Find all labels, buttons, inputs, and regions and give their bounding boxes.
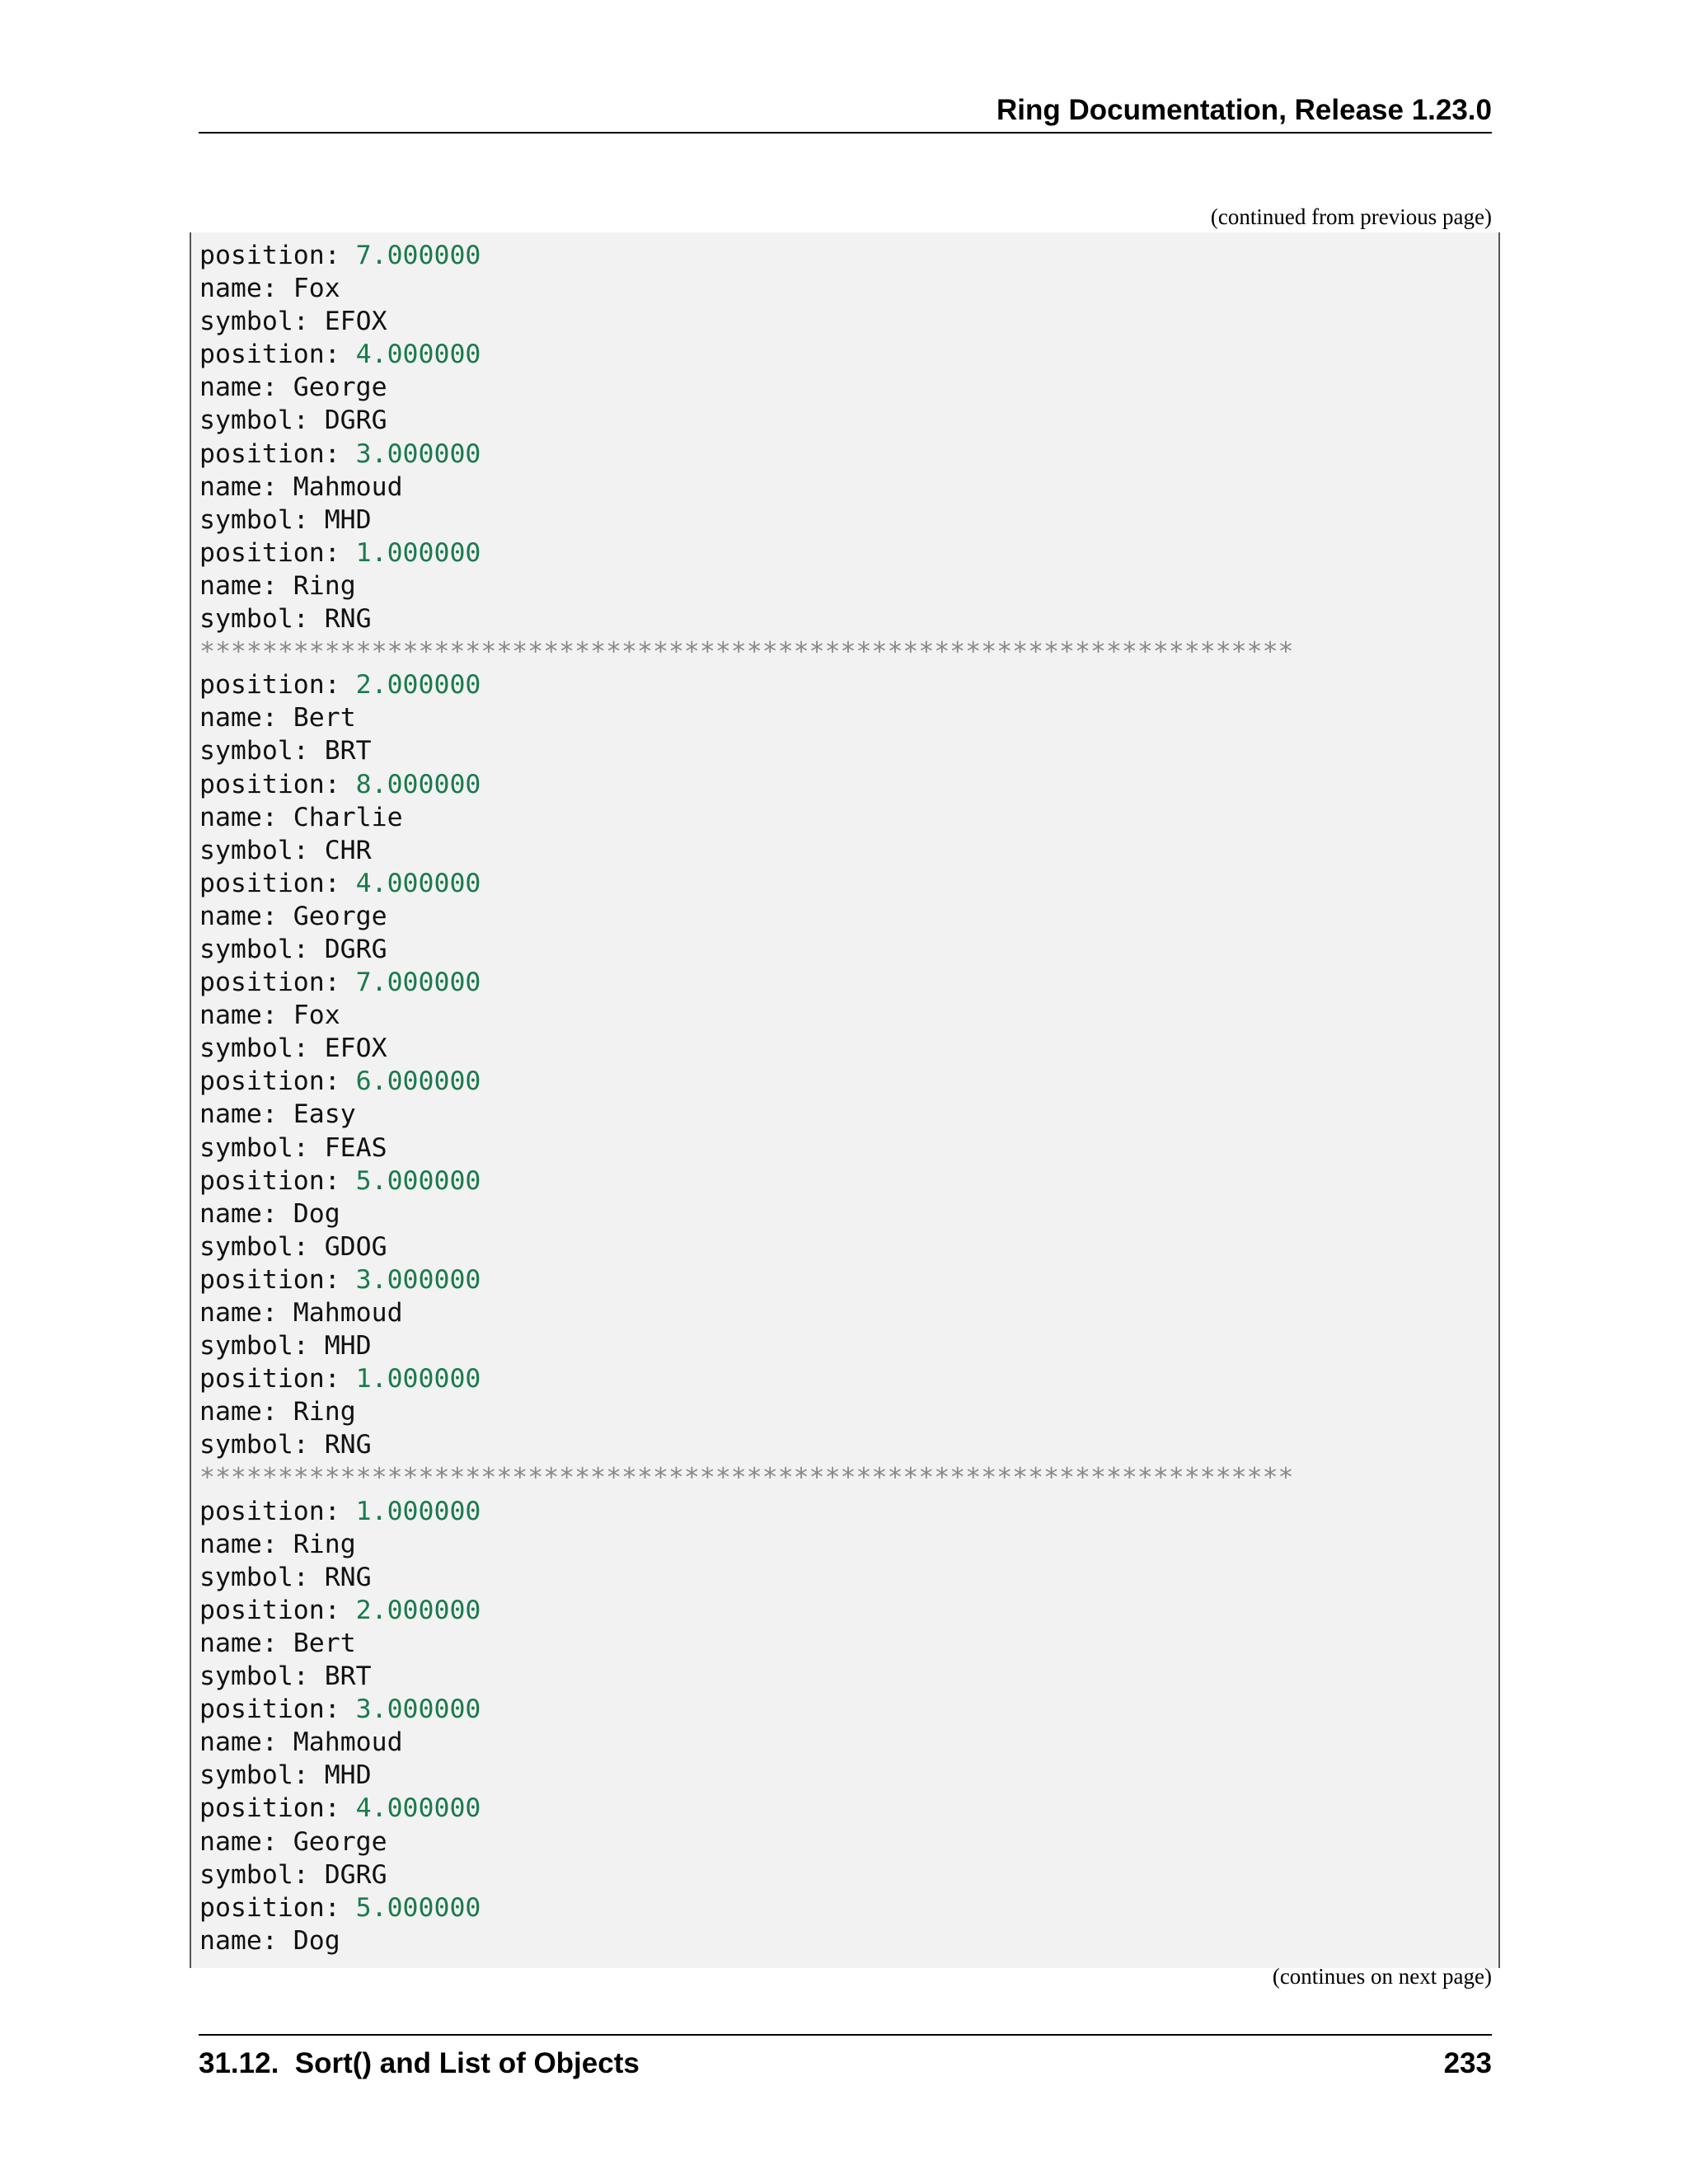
code-key: symbol: bbox=[199, 504, 325, 535]
code-key: position: bbox=[199, 1264, 356, 1295]
separator-line bbox=[199, 1461, 1294, 1494]
code-key: symbol: bbox=[199, 307, 325, 337]
separator-text: ********************************************************************** bbox=[199, 1463, 1294, 1493]
code-line bbox=[199, 1329, 1294, 1362]
code-line bbox=[199, 1693, 1294, 1726]
code-number-value: 4.000000 bbox=[355, 1793, 481, 1824]
code-line bbox=[199, 438, 1294, 471]
code-line bbox=[199, 471, 1294, 504]
code-text-value: MHD bbox=[324, 504, 372, 535]
code-line bbox=[199, 834, 1294, 867]
code-key: name: bbox=[199, 373, 293, 403]
code-key: position: bbox=[199, 670, 356, 701]
code-key: position: bbox=[199, 1694, 356, 1725]
code-number-value: 4.000000 bbox=[355, 868, 481, 898]
code-key: position: bbox=[199, 769, 356, 799]
code-key: position: bbox=[199, 438, 356, 469]
code-key: symbol: bbox=[199, 405, 325, 436]
code-line bbox=[199, 404, 1294, 437]
code-line bbox=[199, 867, 1294, 900]
continued-from-note: (continued from previous page) bbox=[1210, 204, 1492, 229]
code-text-value: Mahmoud bbox=[293, 471, 403, 502]
code-key: name: bbox=[199, 1099, 293, 1130]
code-key: name: bbox=[199, 274, 293, 304]
code-text-value: Fox bbox=[293, 1001, 340, 1031]
code-key: symbol: bbox=[199, 1760, 325, 1791]
code-key: position: bbox=[199, 968, 356, 998]
code-line bbox=[199, 1660, 1294, 1693]
code-line bbox=[199, 1891, 1294, 1924]
code-text-value: Bert bbox=[293, 703, 356, 733]
code-line bbox=[199, 1132, 1294, 1165]
code-key: name: bbox=[199, 471, 293, 502]
code-line bbox=[199, 768, 1294, 801]
code-line bbox=[199, 305, 1294, 338]
page-number: 233 bbox=[1443, 2047, 1492, 2079]
code-line bbox=[199, 1726, 1294, 1759]
code-line bbox=[199, 900, 1294, 933]
code-line bbox=[199, 272, 1294, 305]
code-text-value: George bbox=[293, 901, 387, 931]
code-key: symbol: bbox=[199, 1562, 325, 1592]
code-line bbox=[199, 1561, 1294, 1594]
code-number-value: 2.000000 bbox=[355, 670, 481, 701]
code-line bbox=[199, 1924, 1294, 1957]
code-key: symbol: bbox=[199, 1859, 325, 1890]
code-number-value: 8.000000 bbox=[355, 769, 481, 799]
code-line bbox=[199, 1395, 1294, 1428]
code-line bbox=[199, 1362, 1294, 1395]
code-line bbox=[199, 569, 1294, 602]
code-key: name: bbox=[199, 570, 293, 601]
code-block bbox=[190, 232, 1500, 1968]
code-line bbox=[199, 338, 1294, 371]
separator-line bbox=[199, 635, 1294, 668]
code-text-value: MHD bbox=[324, 1331, 372, 1361]
code-line bbox=[199, 1098, 1294, 1131]
code-text-value: Ring bbox=[293, 1397, 356, 1427]
code-line bbox=[199, 1065, 1294, 1098]
code-text-value: MHD bbox=[324, 1760, 372, 1791]
code-line bbox=[199, 1528, 1294, 1561]
code-number-value: 1.000000 bbox=[355, 1496, 481, 1526]
code-text-value: EFOX bbox=[324, 307, 387, 337]
code-number-value: 3.000000 bbox=[355, 438, 481, 469]
code-text-value: BRT bbox=[324, 1661, 372, 1692]
code-line bbox=[199, 537, 1294, 569]
code-line bbox=[199, 701, 1294, 734]
code-line bbox=[199, 1032, 1294, 1065]
code-key: position: bbox=[199, 1364, 356, 1394]
code-key: symbol: bbox=[199, 1033, 325, 1064]
code-text-value: Mahmoud bbox=[293, 1298, 403, 1328]
code-text-value: GDOG bbox=[324, 1231, 387, 1262]
code-number-value: 7.000000 bbox=[355, 241, 481, 270]
code-text-value: RNG bbox=[324, 1562, 372, 1592]
code-number-value: 4.000000 bbox=[355, 340, 481, 370]
code-line bbox=[199, 1858, 1294, 1891]
code-key: symbol: bbox=[199, 1231, 325, 1262]
code-number-value: 2.000000 bbox=[355, 1595, 481, 1625]
code-text-value: Ring bbox=[293, 570, 356, 601]
code-key: position: bbox=[199, 1496, 356, 1526]
code-line bbox=[199, 966, 1294, 999]
code-line bbox=[199, 1230, 1294, 1263]
code-key: position: bbox=[199, 537, 356, 568]
code-key: name: bbox=[199, 1298, 293, 1328]
code-key: name: bbox=[199, 1529, 293, 1559]
code-number-value: 7.000000 bbox=[355, 968, 481, 998]
code-key: position: bbox=[199, 241, 356, 270]
code-number-value: 3.000000 bbox=[355, 1694, 481, 1725]
code-number-value: 1.000000 bbox=[355, 1364, 481, 1394]
code-key: position: bbox=[199, 1892, 356, 1923]
code-text-value: DGRG bbox=[324, 1859, 387, 1890]
code-line bbox=[199, 668, 1294, 701]
code-key: name: bbox=[199, 802, 293, 832]
section-title: 31.12. Sort() and List of Objects bbox=[199, 2047, 640, 2079]
code-line bbox=[199, 602, 1294, 635]
page-header bbox=[199, 91, 1492, 134]
code-text-value: Easy bbox=[293, 1099, 356, 1130]
code-key: position: bbox=[199, 1066, 356, 1097]
code-key: symbol: bbox=[199, 1661, 325, 1692]
code-text-value: George bbox=[293, 373, 387, 403]
separator-text: ********************************************************************** bbox=[199, 637, 1294, 668]
code-text-value: BRT bbox=[324, 736, 372, 766]
code-key: position: bbox=[199, 1793, 356, 1824]
code-key: position: bbox=[199, 1595, 356, 1625]
code-line bbox=[199, 1495, 1294, 1528]
code-line bbox=[199, 1825, 1294, 1858]
code-key: position: bbox=[199, 340, 356, 370]
code-lines bbox=[199, 239, 1294, 1957]
code-key: symbol: bbox=[199, 1331, 325, 1361]
code-text-value: DGRG bbox=[324, 405, 387, 436]
code-number-value: 3.000000 bbox=[355, 1264, 481, 1295]
code-number-value: 5.000000 bbox=[355, 1892, 481, 1923]
continues-on-note: (continues on next page) bbox=[1272, 1964, 1492, 1989]
code-key: symbol: bbox=[199, 1430, 325, 1460]
page-footer bbox=[199, 2034, 1492, 2085]
code-number-value: 6.000000 bbox=[355, 1066, 481, 1097]
code-text-value: EFOX bbox=[324, 1033, 387, 1064]
code-key: symbol: bbox=[199, 1132, 325, 1163]
code-number-value: 1.000000 bbox=[355, 537, 481, 568]
code-key: name: bbox=[199, 901, 293, 931]
code-line bbox=[199, 239, 1294, 272]
code-line bbox=[199, 371, 1294, 404]
code-text-value: RNG bbox=[324, 1430, 372, 1460]
code-text-value: George bbox=[293, 1826, 387, 1857]
code-key: symbol: bbox=[199, 934, 325, 964]
code-line bbox=[199, 734, 1294, 767]
code-key: symbol: bbox=[199, 835, 325, 865]
code-key: symbol: bbox=[199, 736, 325, 766]
code-key: name: bbox=[199, 1826, 293, 1857]
code-line bbox=[199, 801, 1294, 834]
code-key: symbol: bbox=[199, 604, 325, 635]
code-line bbox=[199, 1165, 1294, 1197]
code-text-value: FEAS bbox=[324, 1132, 387, 1163]
code-line bbox=[199, 933, 1294, 966]
code-key: name: bbox=[199, 1925, 293, 1956]
code-text-value: Dog bbox=[293, 1925, 340, 1956]
code-text-value: Bert bbox=[293, 1628, 356, 1658]
code-key: name: bbox=[199, 1397, 293, 1427]
code-text-value: CHR bbox=[324, 835, 372, 865]
code-number-value: 5.000000 bbox=[355, 1165, 481, 1196]
code-line bbox=[199, 1263, 1294, 1296]
code-key: name: bbox=[199, 1001, 293, 1031]
code-key: position: bbox=[199, 868, 356, 898]
code-line bbox=[199, 999, 1294, 1032]
code-text-value: Dog bbox=[293, 1198, 340, 1229]
code-line bbox=[199, 1197, 1294, 1230]
code-line bbox=[199, 504, 1294, 537]
code-text-value: Ring bbox=[293, 1529, 356, 1559]
code-text-value: RNG bbox=[324, 604, 372, 635]
code-key: name: bbox=[199, 703, 293, 733]
code-text-value: Mahmoud bbox=[293, 1727, 403, 1758]
code-key: name: bbox=[199, 1727, 293, 1758]
code-text-value: Fox bbox=[293, 274, 340, 304]
document-title: Ring Documentation, Release 1.23.0 bbox=[996, 94, 1492, 126]
code-line bbox=[199, 1296, 1294, 1329]
code-key: name: bbox=[199, 1198, 293, 1229]
code-text-value: Charlie bbox=[293, 802, 403, 832]
code-text-value: DGRG bbox=[324, 934, 387, 964]
code-line bbox=[199, 1594, 1294, 1627]
code-line bbox=[199, 1792, 1294, 1825]
code-key: name: bbox=[199, 1628, 293, 1658]
code-line bbox=[199, 1428, 1294, 1461]
code-key: position: bbox=[199, 1165, 356, 1196]
code-line bbox=[199, 1627, 1294, 1660]
code-line bbox=[199, 1759, 1294, 1792]
